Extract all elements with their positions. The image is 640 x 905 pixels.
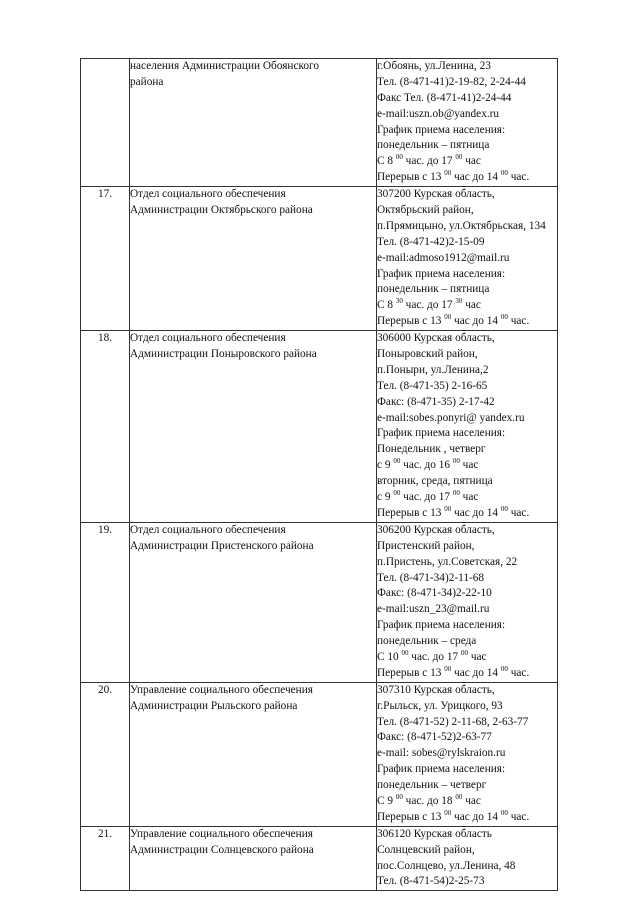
contact-line: понедельник – среда — [377, 635, 477, 648]
table-row — [81, 331, 558, 523]
social-services-table — [80, 58, 558, 891]
row-number — [81, 826, 130, 891]
contact-cell — [377, 331, 558, 523]
organization-line: Управление социального обеспечения — [130, 683, 313, 696]
contact-line: 306120 Курская область — [377, 827, 492, 840]
row-number — [81, 331, 130, 523]
contact-line: п.Пристень, ул.Советская, 22 — [377, 555, 518, 568]
contact-line: п.Прямицыно, ул.Октябрьская, 134 — [377, 219, 546, 232]
organization-cell — [130, 331, 377, 523]
contact-line: e-mail: sobes@rylskraion.ru — [377, 747, 506, 760]
contact-line: e-mail:admoso1912@mail.ru — [377, 251, 510, 264]
contact-line: С 10 $^{00}$ час. до 17 $^{00}$ час — [377, 648, 487, 663]
table-body — [81, 59, 558, 891]
organization-line: Управление социального обеспечения — [130, 827, 313, 840]
contact-line: Понедельник , четверг — [377, 443, 486, 456]
contact-line: e-mail:uszn_23@mail.ru — [377, 603, 490, 616]
table-row — [81, 522, 558, 682]
table-row — [81, 59, 558, 187]
organization-line: Администрации Пристенского района — [130, 539, 314, 552]
contact-line: Факс: (8-471-52)2-63-77 — [377, 731, 492, 744]
contact-line: с 9 $^{00}$ час. до 16 $^{00}$ час — [377, 457, 479, 472]
row-number-text: 19. — [97, 523, 113, 536]
contact-line: Факс Тел. (8-471-41)2-24-44 — [377, 91, 512, 104]
contact-line: С 8 $^{00}$ час. до 17 $^{00}$ час — [377, 153, 481, 168]
contact-line: г.Рыльск, ул. Урицкого, 93 — [377, 699, 503, 712]
contact-line: График приема населения: — [377, 427, 506, 440]
contact-line: График приема населения: — [377, 619, 506, 632]
contact-line: 306000 Курская область, — [377, 332, 495, 345]
organization-line: населения Администрации Обоянского — [130, 60, 320, 72]
contact-line: Тел. (8-471-34)2-11-68 — [377, 571, 485, 584]
contact-cell — [377, 187, 558, 331]
organization-cell — [130, 59, 377, 187]
contact-line: понедельник – пятница — [377, 283, 490, 296]
contact-line: с 9 $^{00}$ час. до 17 $^{00}$ час — [377, 489, 479, 504]
contact-line: График приема населения: — [377, 763, 506, 776]
contact-line: Тел. (8-471-41)2-19-82, 2-24-44 — [377, 75, 526, 88]
contact-line: г.Обоянь, ул.Ленина, 23 — [377, 60, 491, 72]
contact-line: Октябрьский район, — [377, 204, 474, 217]
contact-line: Факс: (8-471-34)2-22-10 — [377, 587, 492, 600]
contact-line: С 8 $^{30}$ час. до 17 $^{30}$ час — [377, 297, 481, 312]
contact-line: Перерыв с 13 $^{00}$ час до 14 $^{00}$ час. — [377, 313, 530, 328]
contact-cell — [377, 682, 558, 826]
contact-line: e-mail:sobes.ponyri@ yandex.ru — [377, 411, 525, 424]
organization-line: Администрации Рыльского района — [130, 699, 298, 712]
contact-line: пос.Солнцево, ул.Ленина, 48 — [377, 859, 516, 872]
contact-cell — [377, 59, 558, 187]
contact-line: Факс: (8-471-35) 2-17-42 — [377, 395, 495, 408]
organization-line: Администрации Поныровского района — [130, 348, 317, 361]
contact-line: 306200 Курская область, — [377, 523, 495, 536]
row-number — [81, 682, 130, 826]
row-number — [81, 522, 130, 682]
row-number — [81, 187, 130, 331]
contact-line: Перерыв с 13 $^{00}$ час до 14 $^{00}$ час. — [377, 504, 530, 519]
contact-line: С 9 $^{00}$ час. до 18 $^{00}$ час — [377, 792, 481, 807]
contact-line: Тел. (8-471-52) 2-11-68, 2-63-77 — [377, 715, 529, 728]
row-number-text: 17. — [97, 188, 113, 201]
contact-line: понедельник – четверг — [377, 779, 487, 792]
contact-line: п.Поныри, ул.Ленина,2 — [377, 363, 489, 376]
table-row — [81, 826, 558, 891]
contact-line: понедельник – пятница — [377, 139, 490, 152]
contact-line: График приема населения: — [377, 123, 506, 136]
organization-line: Администрации Октябрьского района — [130, 204, 313, 217]
contact-line: Тел. (8-471-35) 2-16-65 — [377, 379, 488, 392]
contact-line: Тел. (8-471-54)2-25-73 — [377, 875, 485, 888]
contact-line: Перерыв с 13 $^{00}$ час до 14 $^{00}$ час. — [377, 169, 530, 184]
contact-line: Перерыв с 13 $^{00}$ час до 14 $^{00}$ час. — [377, 808, 530, 823]
row-number-text: 21. — [97, 827, 113, 840]
organization-line: Администрации Солнцевского района — [130, 843, 314, 856]
contact-line: 307310 Курская область, — [377, 683, 495, 696]
contact-line: Пристенский район, — [377, 539, 475, 552]
row-number-text — [81, 59, 129, 75]
contact-line: График приема населения: — [377, 267, 506, 280]
row-number-text: 20. — [97, 683, 113, 696]
organization-line: Отдел социального обеспечения — [130, 523, 286, 536]
contact-line: e-mail:uszn.ob@yandex.ru — [377, 107, 500, 120]
organization-cell — [130, 826, 377, 891]
contact-cell — [377, 826, 558, 891]
contact-line: вторник, среда, пятница — [377, 475, 493, 488]
table-row — [81, 682, 558, 826]
organization-line: Отдел социального обеспечения — [130, 332, 286, 345]
contact-line: Тел. (8-471-42)2-15-09 — [377, 235, 485, 248]
contact-line: Перерыв с 13 $^{00}$ час до 14 $^{00}$ час. — [377, 664, 530, 679]
organization-cell — [130, 522, 377, 682]
organization-cell — [130, 682, 377, 826]
contact-line: 307200 Курская область, — [377, 188, 495, 201]
organization-cell — [130, 187, 377, 331]
organization-line: района — [130, 75, 164, 88]
contact-line: Солнцевский район, — [377, 843, 475, 856]
row-number-text: 18. — [97, 332, 113, 345]
contact-cell — [377, 522, 558, 682]
row-number — [81, 59, 130, 187]
table-row — [81, 187, 558, 331]
contact-line: Поныровский район, — [377, 348, 478, 361]
organization-line: Отдел социального обеспечения — [130, 188, 286, 201]
